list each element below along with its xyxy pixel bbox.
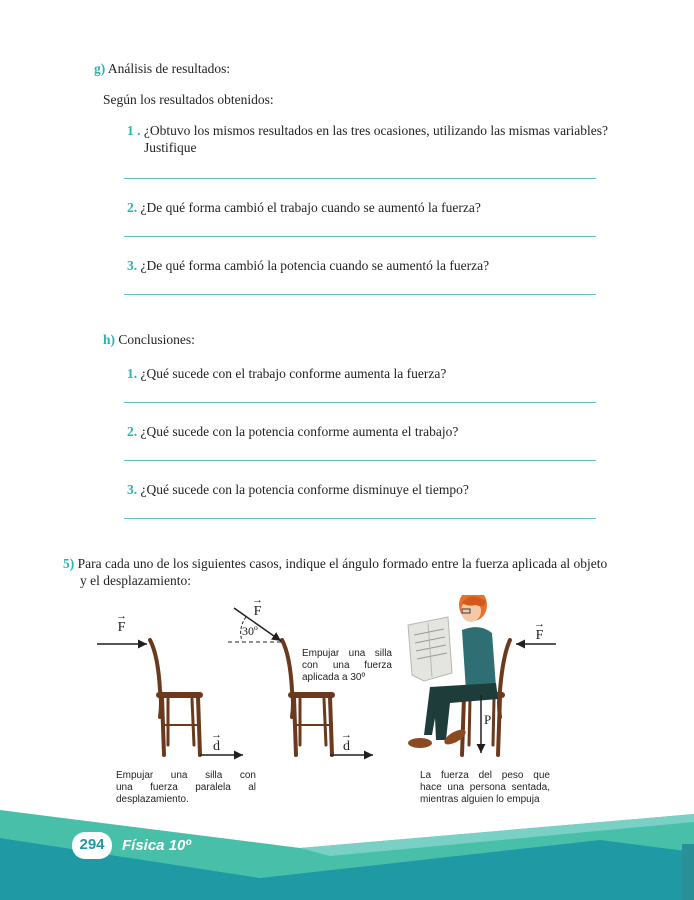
caption-2-line-1: Empujar una silla — [302, 648, 392, 659]
caption-3-line-3: mientras alguien lo empuja — [420, 794, 540, 805]
g-question-1 — [127, 122, 608, 139]
caption-2 — [302, 648, 392, 684]
caption-3-line-1: La fuerza del peso que — [420, 770, 550, 781]
h-question-2-text: ¿Qué sucede con la potencia conforme aumenta el trabajo? — [140, 424, 459, 439]
section-g-letter: g) — [94, 61, 106, 76]
exercise-5-text-line1: Para cada uno de los siguientes casos, indique el ángulo formado entre la fuerza aplicada al objeto — [77, 556, 608, 571]
caption-1-line-3: desplazamiento. — [116, 794, 189, 805]
section-g-title: Análisis de resultados: — [107, 61, 231, 76]
force-label-3 — [534, 620, 545, 644]
physics-figures — [0, 595, 694, 825]
vector-arrow-icon: → — [252, 594, 263, 606]
h-answer-line-2[interactable] — [124, 460, 596, 461]
displacement-label-1 — [211, 731, 222, 755]
exercise-5 — [63, 555, 607, 572]
force-label-2 — [252, 596, 263, 620]
vector-arrow-icon: → — [534, 618, 545, 630]
h-answer-line-1[interactable] — [124, 402, 596, 403]
g-question-1-text: ¿Obtuvo los mismos resultados en las tres ocasiones, utilizando las mismas variables? — [143, 123, 609, 138]
angle-label: 30º — [242, 624, 258, 638]
section-g-heading — [94, 60, 230, 77]
exercise-5-number: 5) — [63, 556, 75, 571]
caption-1-line-2: una fuerza paralela al — [116, 782, 256, 793]
section-h-title: Conclusiones: — [118, 332, 195, 347]
caption-2-line-2: con una fuerza — [302, 660, 392, 671]
h-question-3-number: 3. — [127, 482, 138, 497]
vector-arrow-icon: → — [341, 729, 352, 741]
vector-arrow-icon: → — [116, 610, 127, 622]
h-question-3 — [127, 481, 469, 498]
g-question-3-text: ¿De qué forma cambió la potencia cuando se aumentó la fuerza? — [140, 258, 490, 273]
vector-arrow-icon: → — [211, 729, 222, 741]
h-question-1 — [127, 365, 446, 382]
g-answer-line-3[interactable] — [124, 294, 596, 295]
g-question-2-number: 2. — [127, 200, 138, 215]
g-question-1-number: 1 . — [127, 123, 141, 138]
weight-label: P — [484, 712, 492, 727]
g-question-3-number: 3. — [127, 258, 138, 273]
section-h-heading — [103, 331, 195, 348]
g-answer-line-2[interactable] — [124, 236, 596, 237]
h-question-1-number: 1. — [127, 366, 138, 381]
h-answer-line-3[interactable] — [124, 518, 596, 519]
chair-1 — [150, 640, 200, 755]
h-question-2 — [127, 423, 458, 440]
caption-3-line-2: hace una persona sentada, — [420, 782, 550, 793]
h-question-1-text: ¿Qué sucede con el trabajo conforme aumenta la fuerza? — [140, 366, 447, 381]
g-question-3 — [127, 257, 489, 274]
caption-2-line-3: aplicada a 30º — [302, 672, 366, 683]
force-symbol: F — [253, 604, 262, 619]
caption-1-line-1: Empujar una silla con — [116, 770, 256, 781]
page-number: 294 — [79, 836, 105, 853]
displacement-symbol: d — [213, 739, 220, 754]
g-question-1-text-line2: Justifique — [144, 140, 197, 155]
g-question-2-text: ¿De qué forma cambió el trabajo cuando se aumentó la fuerza? — [140, 200, 481, 215]
book-title: Física 10º — [122, 837, 191, 854]
force-label-1 — [116, 612, 127, 636]
force-symbol: F — [117, 620, 126, 635]
g-answer-line-1[interactable] — [124, 178, 596, 179]
force-symbol: F — [535, 628, 544, 643]
displacement-symbol: d — [343, 739, 350, 754]
g-question-2 — [127, 199, 481, 216]
h-question-2-number: 2. — [127, 424, 138, 439]
h-question-3-text: ¿Qué sucede con la potencia conforme disminuye el tiempo? — [140, 482, 469, 497]
section-g-intro: Según los resultados obtenidos: — [103, 92, 274, 107]
displacement-label-2 — [341, 731, 352, 755]
exercise-5-text-line2: y el desplazamiento: — [80, 573, 191, 588]
section-h-letter: h) — [103, 332, 116, 347]
